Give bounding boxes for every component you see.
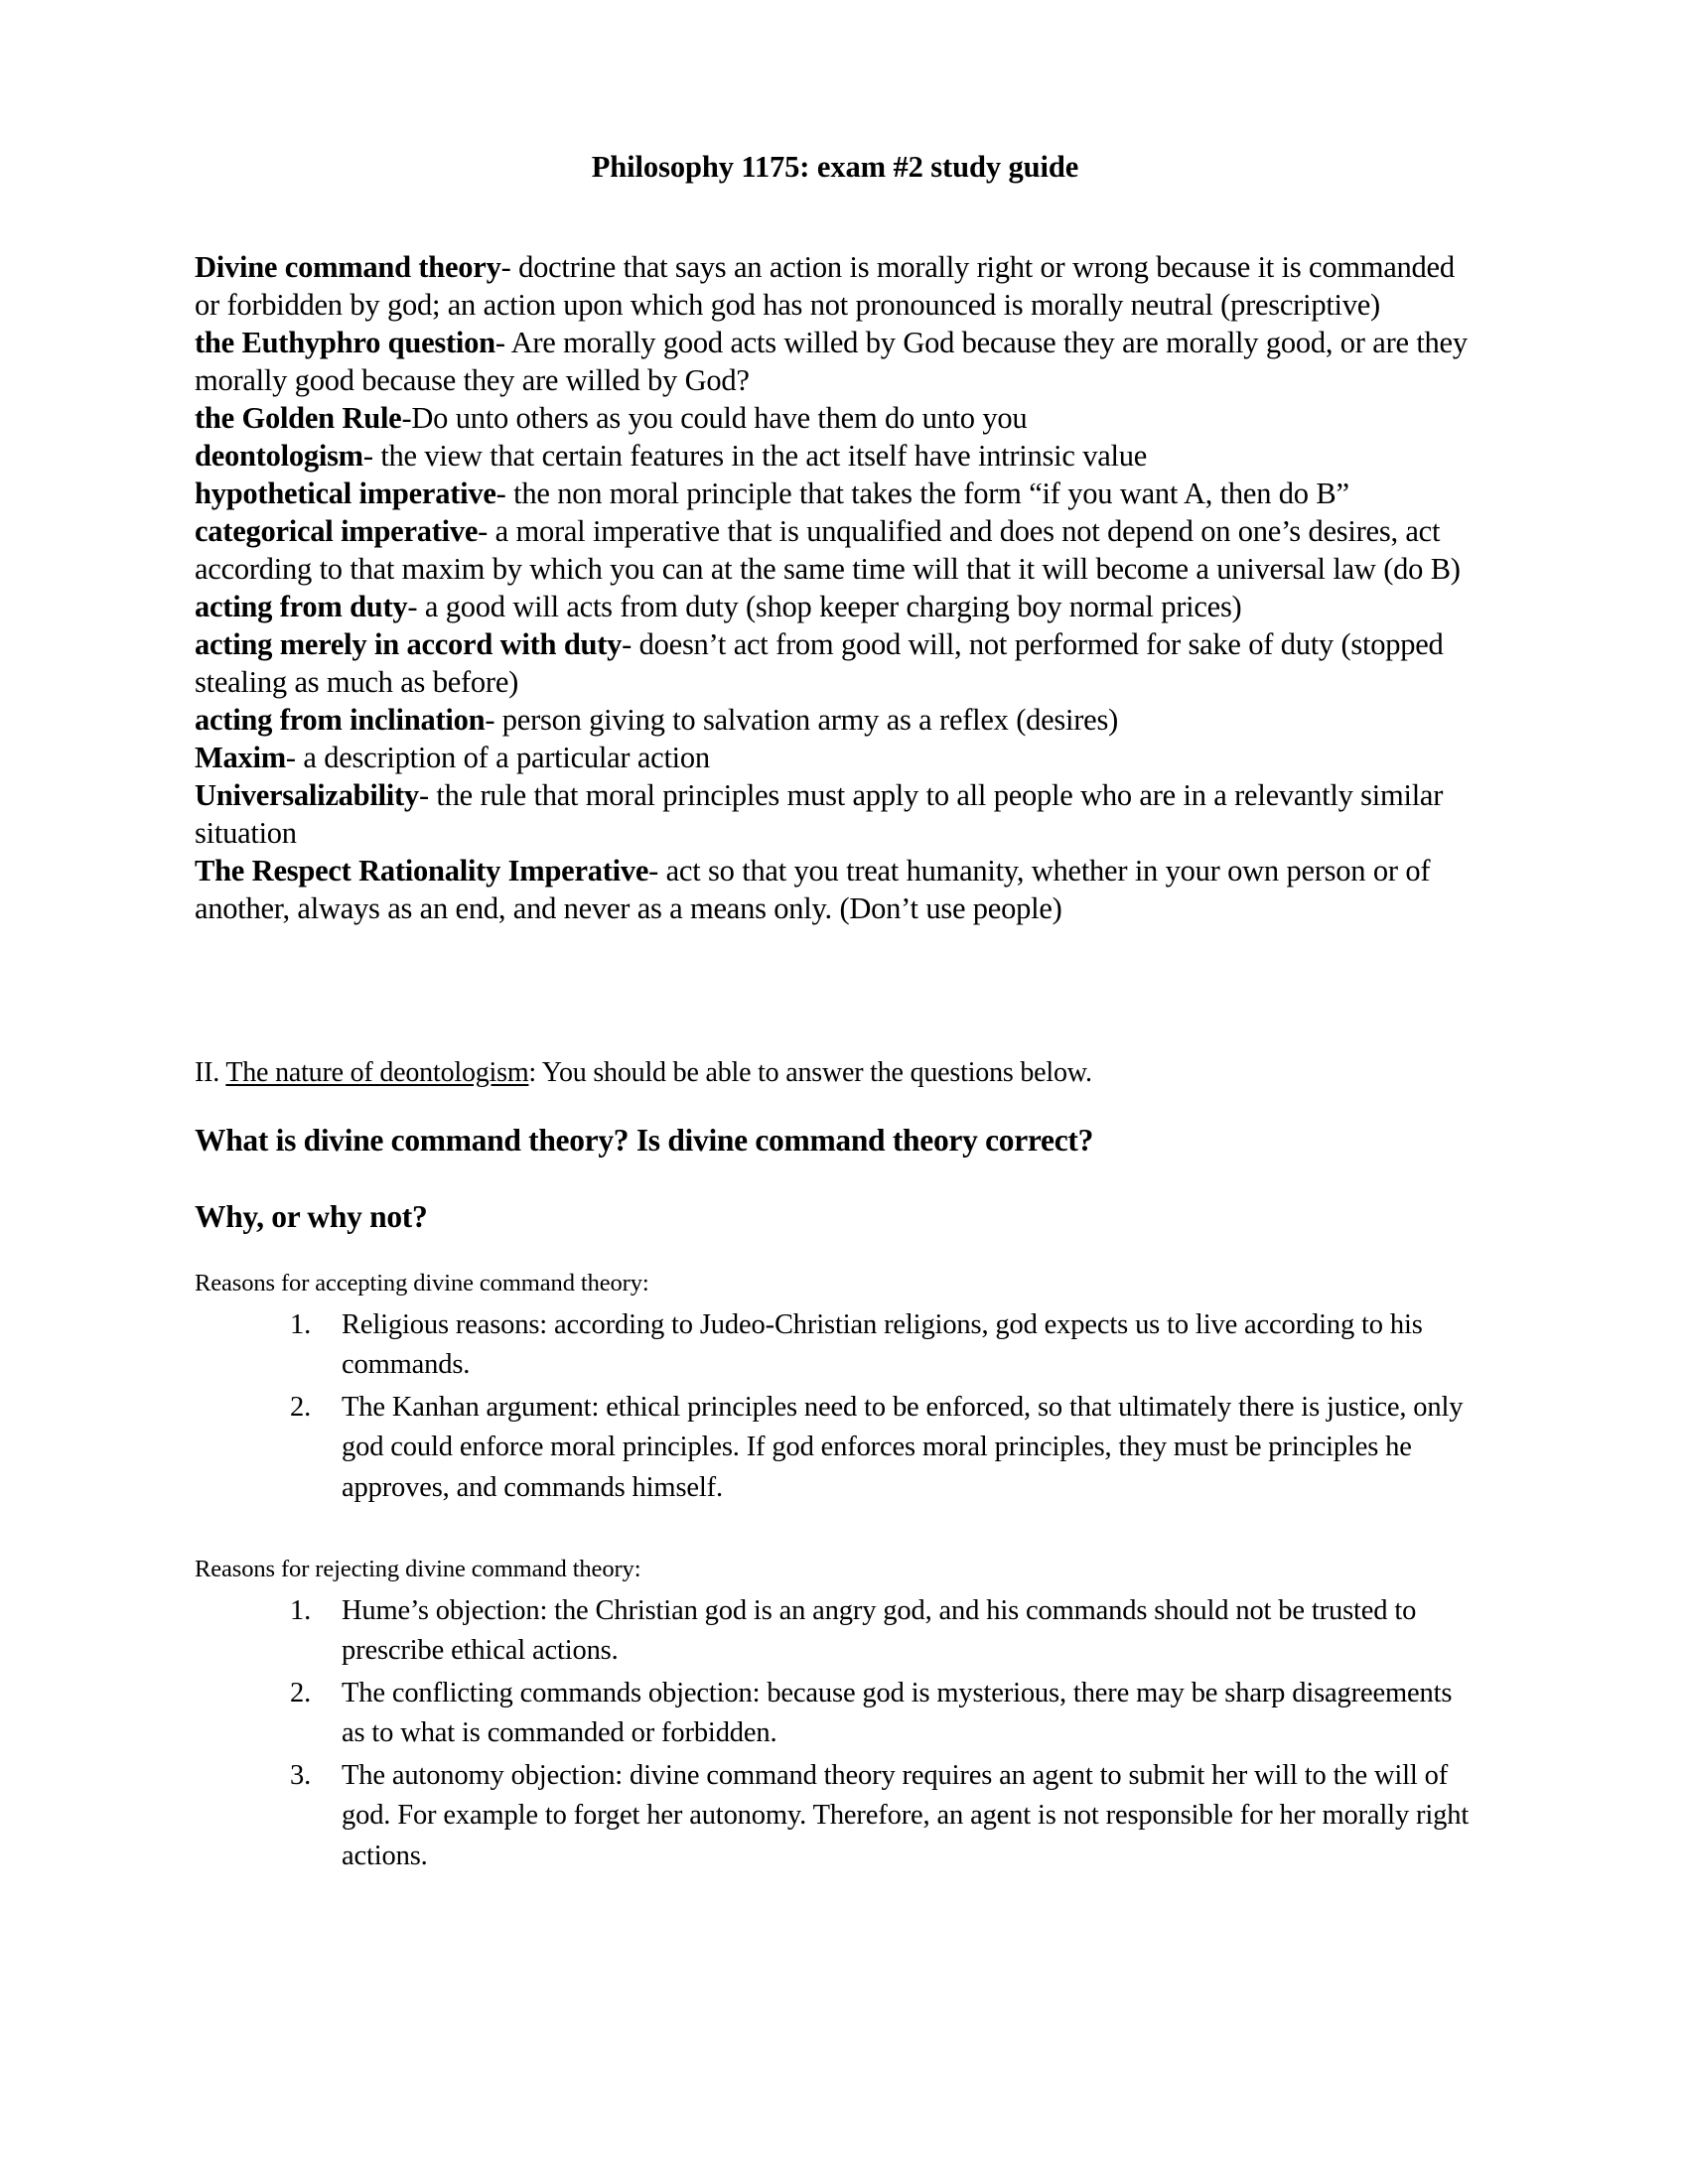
glossary-definition: - person giving to salvation army as a reflex (desires): [485, 702, 1118, 737]
glossary-definition: - a good will acts from duty (shop keeper charging boy normal prices): [407, 589, 1242, 623]
glossary-term: the Euthyphro question: [195, 326, 495, 360]
glossary-entry: [195, 438, 1476, 476]
glossary-term: Divine command theory: [195, 250, 501, 285]
glossary-entry: [195, 853, 1476, 928]
glossary-entry: [195, 400, 1476, 438]
glossary-entry: [195, 249, 1476, 325]
glossary-definition: - Are morally good acts willed by God because they are morally good, or are they morally good because they are willed by God?: [195, 326, 1468, 398]
glossary-term: acting from inclination: [195, 702, 486, 737]
section-two-lead: [195, 1055, 1476, 1091]
glossary-term: hypothetical imperative: [195, 477, 496, 511]
section-title: The nature of deontologism: [225, 1056, 529, 1088]
glossary-definition: - a description of a particular action: [285, 740, 710, 774]
glossary-entry: [195, 513, 1476, 589]
glossary-term: Maxim: [195, 740, 286, 774]
glossary-entry: [195, 476, 1476, 513]
glossary-list: [195, 249, 1476, 927]
glossary-definition: - act so that you treat humanity, whether in your own person or of another, always as an end, and never as a means only. (Don’t use people): [195, 853, 1431, 925]
page-title: Philosophy 1175: exam #2 study guide: [591, 150, 1079, 184]
glossary-entry: [195, 626, 1476, 702]
list-item: The autonomy objection: divine command theory requires an agent to submit her will to the will of god. For example to forget her autonomy. Therefore, an agent is not responsible for her morally right actions.: [342, 1759, 1470, 1871]
section-spacer: [195, 928, 1476, 1055]
glossary-entry: [195, 777, 1476, 853]
glossary-term: The Respect Rationality Imperative: [195, 853, 649, 887]
reject-reasons-list: [195, 1591, 1476, 1876]
reject-reasons-label: Reasons for rejecting divine command theory:: [195, 1556, 641, 1583]
glossary-term: acting merely in accord with duty: [195, 626, 623, 661]
question-heading-line-1: What is divine command theory? Is divine command theory correct?: [195, 1123, 1094, 1159]
section-lead-rest: : You should be able to answer the questions below.: [528, 1056, 1092, 1088]
glossary-definition: - doctrine that says an action is morally right or wrong because it is commanded or forbidden by god; an action upon which god has not pronounced is morally neutral (prescriptive): [195, 250, 1455, 323]
glossary-term: the Golden Rule: [195, 401, 402, 436]
glossary-entry: [195, 325, 1476, 400]
glossary-definition: - a moral imperative that is unqualified and does not depend on one’s desires, act according to that maxim by which you can at the same time will that it will become a universal law (do B): [195, 513, 1461, 586]
glossary-entry: [195, 702, 1476, 740]
glossary-definition: - doesn’t act from good will, not performed for sake of duty (stopped stealing as much as before): [195, 626, 1444, 699]
accept-reasons-label: Reasons for accepting divine command theory:: [195, 1269, 649, 1297]
question-heading-line-2: Why, or why not?: [195, 1198, 428, 1234]
glossary-definition: -Do unto others as you could have them do unto you: [401, 401, 1028, 436]
glossary-term: acting from duty: [195, 589, 408, 623]
glossary-term: Universalizability: [195, 777, 419, 812]
glossary-term: deontologism: [195, 439, 363, 474]
glossary-definition: - the view that certain features in the act itself have intrinsic value: [362, 439, 1148, 474]
glossary-definition: - the rule that moral principles must apply to all people who are in a relevantly similar situation: [195, 777, 1444, 850]
document-content: [195, 149, 1476, 1878]
glossary-definition: - the non moral principle that takes the form “if you want A, then do B”: [495, 477, 1349, 511]
glossary-entry: [195, 740, 1476, 777]
list-spacer: [195, 1510, 1476, 1554]
glossary-term: categorical imperative: [195, 513, 479, 548]
list-item: Hume’s objection: the Christian god is an angry god, and his commands should not be trusted to prescribe ethical actions.: [342, 1594, 1417, 1667]
glossary-entry: [195, 589, 1476, 626]
list-item: Religious reasons: according to Judeo-Christian religions, god expects us to live according to his commands.: [342, 1308, 1423, 1381]
list-item: The Kanhan argument: ethical principles need to be enforced, so that ultimately there is justice, only god could enforce moral principles. If god enforces moral principles, they must be principles he approves, and commands himself.: [342, 1391, 1464, 1503]
accept-reasons-list: [195, 1305, 1476, 1508]
list-item: The conflicting commands objection: because god is mysterious, there may be sharp disagreements as to what is commanded or forbidden.: [342, 1677, 1453, 1749]
section-number: II.: [195, 1056, 226, 1088]
